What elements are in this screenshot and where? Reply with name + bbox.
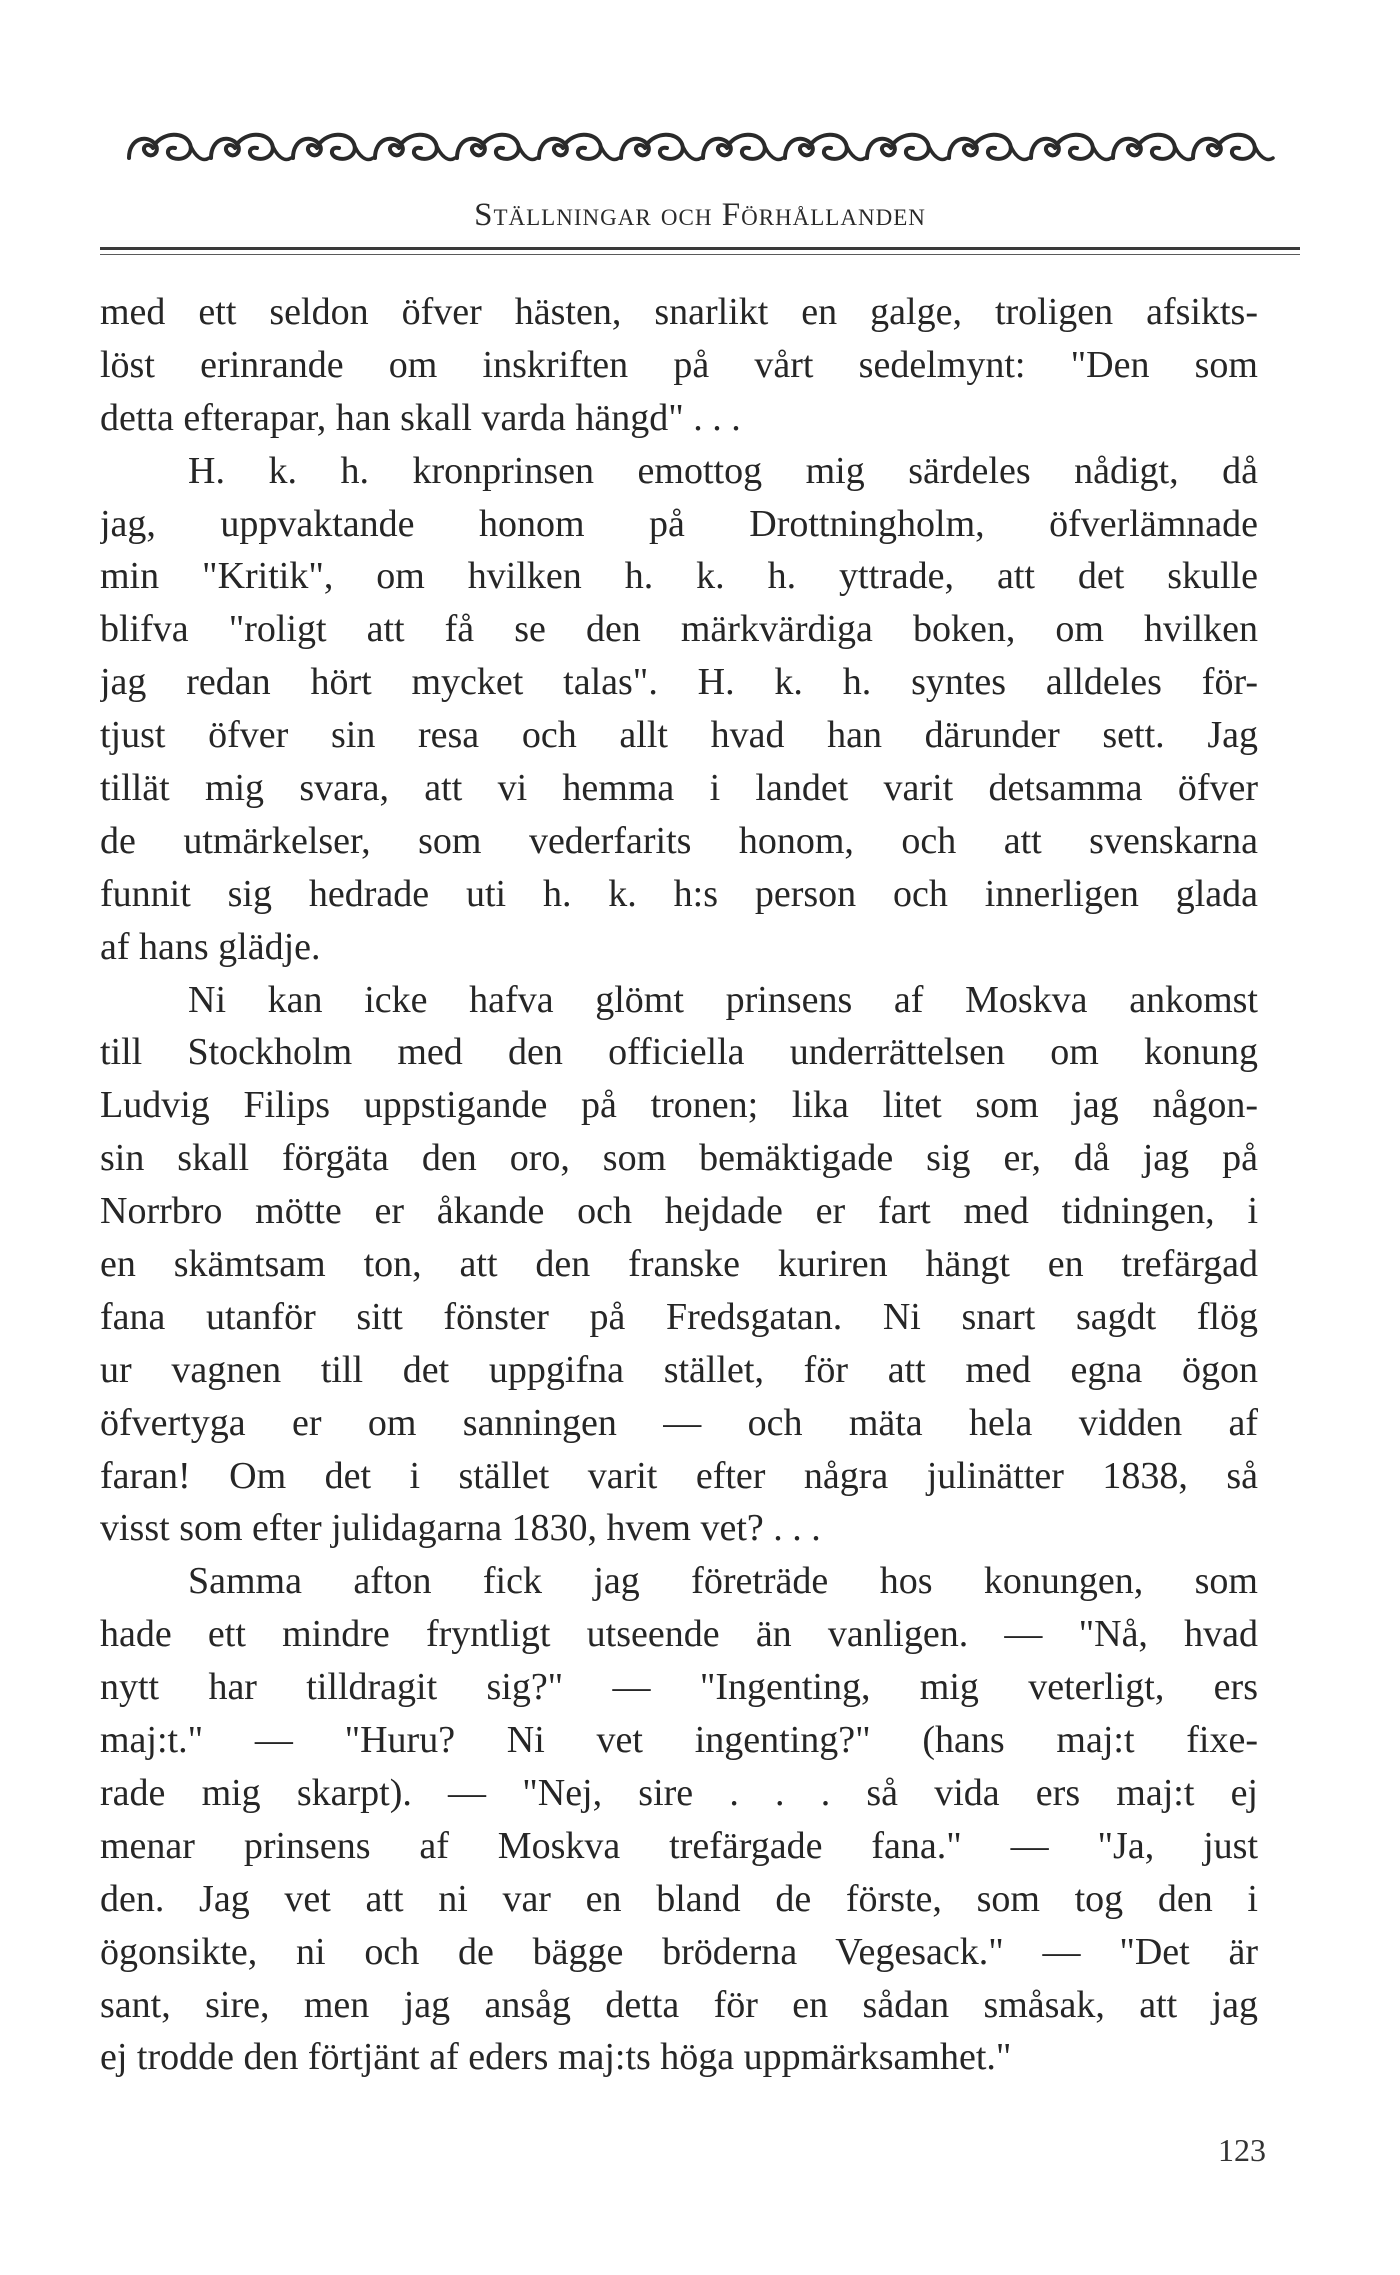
text-line: detta efterapar, han skall varda hängd" . . . [100, 396, 741, 439]
text-line: blifva "roligt att få se den märkvärdiga boken, om hvilken [100, 608, 1258, 651]
text-line: en skämtsam ton, att den franske kuriren hängt en trefärgad [100, 1243, 1258, 1286]
text-line: sin skall förgäta den oro, som bemäktigade sig er, då jag på [100, 1137, 1258, 1180]
text-line: ej trodde den förtjänt af eders maj:ts höga uppmärksamhet." [100, 2036, 1012, 2079]
text-line: tjust öfver sin resa och allt hvad han därunder sett. Jag [100, 714, 1258, 757]
text-line: af hans glädje. [100, 925, 321, 968]
text-line: visst som efter julidagarna 1830, hvem vet? . . . [100, 1507, 821, 1550]
text-line: Ni kan icke hafva glömt prinsens af Moskva ankomst [188, 978, 1258, 1021]
text-line: funnit sig hedrade uti h. k. h:s person och innerligen glada [100, 872, 1258, 915]
text-line: rade mig skarpt). — "Nej, sire . . . så vida ers maj:t ej [100, 1771, 1258, 1814]
text-line: med ett seldon öfver hästen, snarlikt en galge, troligen afsikts- [100, 291, 1258, 333]
text-line: menar prinsens af Moskva trefärgade fana." — "Ja, just [100, 1824, 1258, 1867]
text-line: öfvertyga er om sanningen — och mäta hela vidden af [100, 1401, 1258, 1444]
text-line: jag, uppvaktande honom på Drottningholm, öfverlämnade [100, 502, 1258, 545]
text-line: Ludvig Filips uppstigande på tronen; lika litet som jag någon- [100, 1084, 1258, 1127]
text-line: ögonsikte, ni och de bägge bröderna Vegesack." — "Det är [100, 1930, 1258, 1973]
text-line: hade ett mindre fryntligt utseende än vanligen. — "Nå, hvad [100, 1613, 1258, 1656]
text-line: fana utanför sitt fönster på Fredsgatan. Ni snart sagdt flög [100, 1295, 1258, 1338]
text-line: löst erinrande om inskriften på vårt sedelmynt: "Den som [100, 343, 1258, 386]
text-line: nytt har tilldragit sig?" — "Ingenting, mig veterligt, ers [100, 1666, 1258, 1709]
text-line: sant, sire, men jag ansåg detta för en sådan småsak, att jag [100, 1983, 1258, 2026]
text-line: tillät mig svara, att vi hemma i landet varit detsamma öfver [100, 767, 1258, 810]
text-line: Samma afton fick jag företräde hos konungen, som [188, 1560, 1258, 1603]
text-line: jag redan hört mycket talas". H. k. h. syntes alldeles för- [100, 661, 1258, 704]
text-line: de utmärkelser, som vederfarits honom, och att svenskarna [100, 819, 1258, 862]
text-line: ur vagnen till det uppgifna stället, för att med egna ögon [100, 1348, 1258, 1391]
text-line: maj:t." — "Huru? Ni vet ingenting?" (hans maj:t fixe- [100, 1719, 1258, 1762]
text-line: faran! Om det i stället varit efter några julinätter 1838, så [100, 1454, 1258, 1497]
body-text [100, 286, 1258, 2084]
text-line: min "Kritik", om hvilken h. k. h. yttrade, att det skulle [100, 555, 1258, 598]
running-head: Ställningar och Förhållanden [474, 197, 926, 233]
text-line: den. Jag vet att ni var en bland de förste, som tog den i [100, 1877, 1258, 1920]
header-rule-thin [100, 254, 1300, 255]
page-number: 123 [1218, 2132, 1266, 2168]
text-line: Norrbro mötte er åkande och hejdade er fart med tidningen, i [100, 1190, 1258, 1233]
text-line: H. k. h. kronprinsen emottog mig särdeles nådigt, då [188, 449, 1258, 492]
header-ornament-border [125, 128, 1275, 168]
text-line: till Stockholm med den officiella underrättelsen om konung [100, 1031, 1258, 1074]
header-rule-thick [100, 247, 1300, 250]
